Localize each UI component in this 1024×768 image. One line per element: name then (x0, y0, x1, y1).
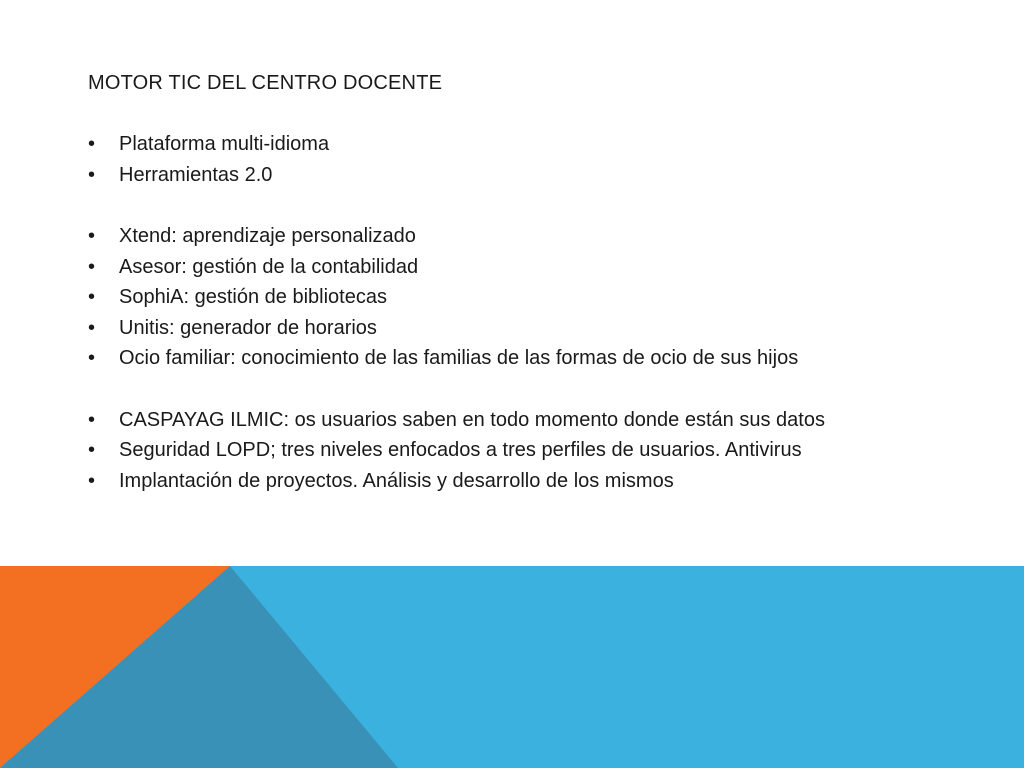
bullet-item: • Ocio familiar: conocimiento de las familias de las formas de ocio de sus hijos (88, 343, 968, 374)
bullet-item: • Asesor: gestión de la contabilidad (88, 252, 968, 283)
bullet-group-platform (88, 129, 968, 190)
spacer (88, 374, 968, 405)
bullet-item: • SophiA: gestión de bibliotecas (88, 282, 968, 313)
bullet-item: • Xtend: aprendizaje personalizado (88, 221, 968, 252)
bullet-item: • Seguridad LOPD; tres niveles enfocados a tres perfiles de usuarios. Antivirus (88, 435, 968, 466)
footer-decoration (0, 566, 1024, 768)
slide-content (88, 68, 968, 496)
bullet-item: • Unitis: generador de horarios (88, 313, 968, 344)
bullet-group-security (88, 405, 968, 497)
bullet-item: • Plataforma multi-idioma (88, 129, 968, 160)
bullet-item: • CASPAYAG ILMIC: os usuarios saben en todo momento donde están sus datos (88, 405, 968, 436)
bullet-item: • Implantación de proyectos. Análisis y desarrollo de los mismos (88, 466, 968, 497)
bullet-group-tools (88, 221, 968, 374)
bullet-item: • Herramientas 2.0 (88, 160, 968, 191)
spacer (88, 190, 968, 221)
slide-title: MOTOR TIC DEL CENTRO DOCENTE (88, 72, 443, 94)
spacer (88, 99, 968, 130)
